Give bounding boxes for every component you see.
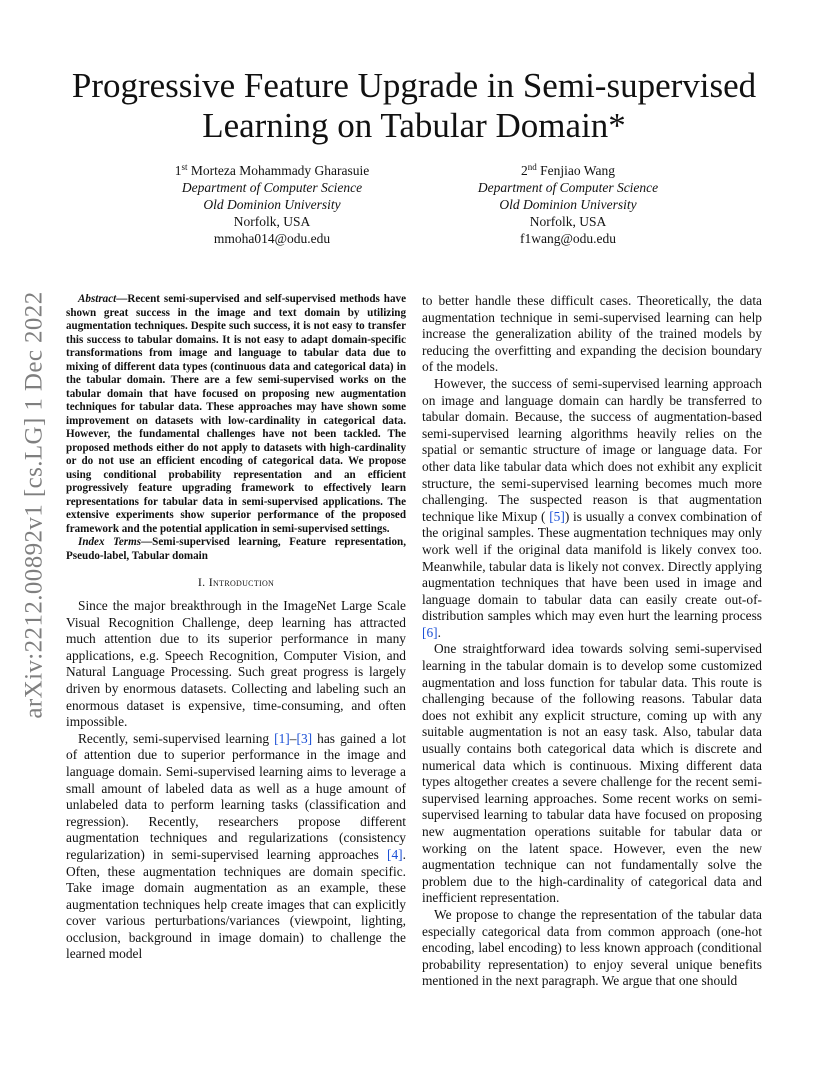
abstract: [66, 293, 406, 536]
body-paragraph: [66, 598, 406, 731]
author-department: Department of Computer Science: [181, 180, 363, 195]
citation-link[interactable]: [4]: [387, 846, 403, 862]
body-paragraph: [422, 641, 762, 907]
paragraph-text: We propose to change the representation of the tabular data especially categorical data from common approach (one-hot encoding, label encoding) to less known approach (conditional probability representation) to enjoy several unique benefits mentioned in the next paragraph. We argue that one should: [422, 906, 762, 989]
body-paragraph: [422, 907, 762, 990]
citation-link[interactable]: [3]: [296, 730, 313, 746]
body-paragraph: [422, 376, 762, 642]
paragraph-text: .: [437, 624, 441, 640]
author-university: Old Dominion University: [499, 197, 637, 212]
paragraph-text: However, the success of semi-supervised learning approach on image and language domain can hardly be transferred to tabular domain. Because, the success of augmentation-based semi-supervised learning algorithms heavily relies on the spatial or semantic structure of image or language data. For other data like tabular data which does not exhibit any explicit structure, the semi-supervised learning becomes much more challenging. The suspected reason is that augmentation technique like Mixup (: [422, 375, 762, 524]
citation-link[interactable]: [1]: [274, 730, 290, 746]
paper-title: Progressive Feature Upgrade in Semi-supervised Learning on Tabular Domain*: [71, 66, 757, 145]
author-email[interactable]: f1wang@odu.edu: [519, 231, 617, 246]
author-name-line: 1st Morteza Mohammady Gharasuie: [174, 162, 370, 178]
index-terms-text: —Semi-supervised learning, Feature representation, Pseudo-label, Tabular domain: [66, 536, 406, 562]
index-terms-label: Index Terms: [78, 536, 142, 548]
abstract-label: Abstract: [78, 293, 117, 305]
left-column: [66, 293, 406, 963]
author-name: Fenjiao Wang: [540, 163, 615, 178]
paragraph-text: has gained a lot of attention due to superior performance in the image and language domain. Semi-supervised learning aims to leverage a small amount of labeled data as well as a huge amount of unlabeled data to perform learning tasks (classification and regression). Recently, researchers propose different augmentation techniques and regularizations (consistency regularization) in semi-supervised learning approaches: [66, 730, 406, 862]
arxiv-identifier: arXiv:2212.00892v1 [cs.LG] 1 Dec 2022: [21, 291, 48, 719]
citation-link[interactable]: [5]: [549, 508, 565, 524]
paragraph-text: ) is usually a convex combination of the original samples. These augmentation techniques may only work well if the original data manifold is likely convex too. Meanwhile, tabular data is likely not convex. Directly applying augmentation techniques that have been used in image and language domain to tabular data can easily create out-of-distribution samples which may even hurt the learning process: [422, 508, 762, 624]
author-location: Norfolk, USA: [233, 214, 311, 229]
section-heading-introduction: I. Introduction: [197, 575, 275, 589]
author-location: Norfolk, USA: [529, 214, 607, 229]
paragraph-text: One straightforward idea towards solving semi-supervised learning in the tabular domain is to develop some customized augmentation and loss function for tabular data. This route is challenging because of the following reasons. Tabular data does not exhibit any explicit structure, coming up with any suitable augmentation is not an easy task. Also, tabular data usually contains both categorical data which is discrete and numerical data which is continuous. Mixing different data types altogether creates a severe challenge for the recent semi-supervised learning approaches. Some recent works on semi-supervised learning to tabular data have focused on proposing new augmentation operations suitable for tabular data or working on the latent space. However, even the new augmentation technique can not fundamentally solve the problem due to the high-cardinality of categorical data and inefficient representation.: [422, 641, 762, 906]
body-paragraph: [66, 731, 406, 963]
right-column: [422, 293, 762, 990]
author-name: Morteza Mohammady Gharasuie: [190, 163, 370, 178]
author-email[interactable]: mmoha014@odu.edu: [213, 231, 331, 246]
right-body-text: [422, 293, 762, 990]
abstract-text: —Recent semi-supervised and self-supervised methods have shown great success in the image and text domain by utilizing augmentation techniques. Despite such success, it is not easy to transfer this success to tabular domains. It is not easy to adapt domain-specific transformations from image and language to tabular data due to mixing of different data types (continuous data and categorical data) in the tabular domain. There are a few semi-supervised works on the tabular domain that have focused on proposing new augmentation techniques for tabular data. These approaches may have shown some improvement on datasets with low-cardinality in categorical data. However, the fundamental challenges have not been tackled. The proposed methods either do not apply to datasets with high-cardinality or do not use an efficient encoding of categorical data. We propose using conditional probability representation and an efficient progressively feature upgrading framework to effectively learn representations for tabular data in semi-supervised applications. The extensive experiments show superior performance of the proposed framework and the potential application in semi-supervised settings.: [66, 293, 406, 535]
author-university: Old Dominion University: [203, 197, 341, 212]
paragraph-text: Recently, semi-supervised learning: [78, 730, 275, 746]
author-block-1: [122, 162, 422, 247]
author-department: Department of Computer Science: [477, 180, 659, 195]
paragraph-text: –: [289, 730, 297, 746]
left-body-text: [66, 598, 406, 963]
body-paragraph: [422, 293, 762, 376]
citation-link[interactable]: [6]: [422, 624, 438, 640]
arxiv-identifier-stamp: [14, 290, 56, 720]
author-name-line: 2nd Fenjiao Wang: [521, 162, 615, 178]
paragraph-text: . Often, these augmentation techniques are domain specific. Take image domain augmentation as an example, these augmentation techniques help create images that can explicitly cover various perturbations/variances (viewpoint, lighting, occlusion, background in image domain) to challenge the learned model: [66, 846, 406, 962]
paragraph-text: Since the major breakthrough in the ImageNet Large Scale Visual Recognition Challenge, deep learning has attracted much attention due to its superior performance in many applications, e.g. Speech Recognition, Computer Vision, and Natural Language Processing. Such great progress is largely driven by enormous datasets. Collecting and labeling such an enormous dataset is expensive, time-consuming, and often impossible.: [66, 598, 406, 730]
index-terms: [66, 536, 406, 563]
author-block-2: [418, 162, 718, 247]
paragraph-text: to better handle these difficult cases. Theoretically, the data augmentation technique in semi-supervised learning can help increase the generalization ability of the trained models by reducing the overfitting and expanding the decision boundary of the models.: [422, 293, 762, 375]
